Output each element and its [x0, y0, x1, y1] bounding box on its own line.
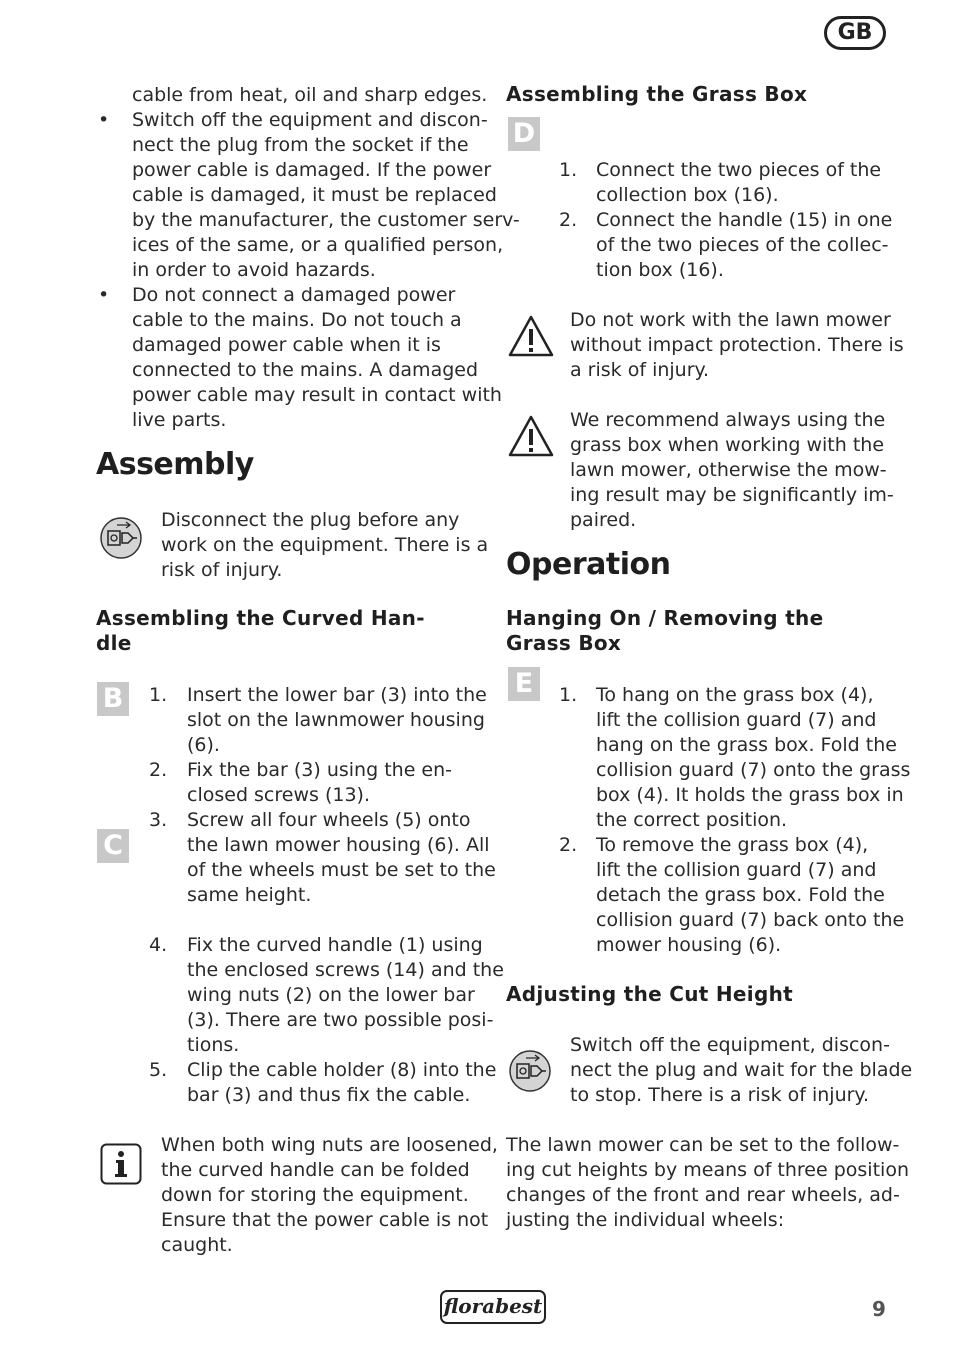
text-line: lawn mower, otherwise the mow- — [570, 459, 887, 481]
step-number: 3. — [149, 809, 168, 831]
operation-heading: Operation — [506, 547, 671, 582]
text-line: To remove the grass box (4), — [596, 834, 869, 856]
warning-icon — [507, 314, 555, 358]
text-line: Connect the handle (15) in one — [596, 209, 893, 231]
text-line: Clip the cable holder (8) into the — [187, 1059, 497, 1081]
text-line: (3). There are two possible posi- — [187, 1009, 494, 1031]
text-line: the curved handle can be folded — [161, 1159, 470, 1181]
text-line: without impact protection. There is — [570, 334, 904, 356]
text-line: the lawn mower housing (6). All — [187, 834, 490, 856]
heading-line: Hanging On / Removing the — [506, 606, 824, 630]
step-number: 4. — [149, 934, 168, 956]
text-line: changes of the front and rear wheels, ad- — [506, 1184, 900, 1206]
warning-icon — [507, 414, 555, 458]
text-line: Ensure that the power cable is not — [161, 1209, 489, 1231]
text-line: Fix the curved handle (1) using — [187, 934, 483, 956]
text-line: same height. — [187, 884, 312, 906]
text-line: nect the plug and wait for the blade — [570, 1059, 913, 1081]
text-line: closed screws (13). — [187, 784, 370, 806]
text-line: Screw all four wheels (5) onto — [187, 809, 471, 831]
text-line: Connect the two pieces of the — [596, 159, 882, 181]
text-line: Insert the lower bar (3) into the — [187, 684, 487, 706]
step-number: 2. — [559, 209, 578, 231]
text-line: power cable may result in contact with — [132, 384, 502, 406]
text-line: of the wheels must be set to the — [187, 859, 496, 881]
grass-box-heading: Assembling the Grass Box — [506, 82, 808, 106]
unplug-icon — [508, 1049, 552, 1093]
text-line: cable from heat, oil and sharp edges. — [132, 84, 488, 106]
text-line: collection box (16). — [596, 184, 779, 206]
text-line: ing result may be significantly im- — [570, 484, 894, 506]
page-number: 9 — [872, 1297, 886, 1321]
step-number: 2. — [559, 834, 578, 856]
text-line: bar (3) and thus fix the cable. — [187, 1084, 471, 1106]
text-line: risk of injury. — [161, 559, 283, 581]
text-line: grass box when working with the — [570, 434, 885, 456]
text-line: work on the equipment. There is a — [161, 534, 489, 556]
brand-logo: florabest — [440, 1290, 546, 1324]
text-line: Do not work with the lawn mower — [570, 309, 891, 331]
text-line: damaged power cable when it is — [132, 334, 441, 356]
text-line: cable is damaged, it must be replaced — [132, 184, 497, 206]
text-line: To hang on the grass box (4), — [596, 684, 874, 706]
text-line: detach the grass box. Fold the — [596, 884, 885, 906]
text-line: ing cut heights by means of three position — [506, 1159, 909, 1181]
heading-line: Assembling the Curved Han- — [96, 606, 425, 630]
text-line: ices of the same, or a qualified person, — [132, 234, 504, 256]
figure-label-b: B — [97, 682, 129, 716]
text-line: justing the individual wheels: — [506, 1209, 785, 1231]
step-number: 1. — [559, 684, 578, 706]
text-line: by the manufacturer, the customer serv- — [132, 209, 520, 231]
text-line: hang on the grass box. Fold the — [596, 734, 897, 756]
unplug-icon — [99, 516, 143, 560]
text-line: collision guard (7) back onto the — [596, 909, 905, 931]
step-number: 5. — [149, 1059, 168, 1081]
text-line: When both wing nuts are loosened, — [161, 1134, 498, 1156]
text-line: We recommend always using the — [570, 409, 886, 431]
text-line: box (4). It holds the grass box in — [596, 784, 904, 806]
text-line: caught. — [161, 1234, 233, 1256]
text-line: the correct position. — [596, 809, 788, 831]
text-line: Disconnect the plug before any — [161, 509, 460, 531]
text-line: Fix the bar (3) using the en- — [187, 759, 453, 781]
text-line: cable to the mains. Do not touch a — [132, 309, 462, 331]
text-line: paired. — [570, 509, 637, 531]
text-line: in order to avoid hazards. — [132, 259, 376, 281]
text-line: tions. — [187, 1034, 240, 1056]
language-badge: GB — [824, 16, 886, 50]
text-line: lift the collision guard (7) and — [596, 859, 877, 881]
text-line: connected to the mains. A damaged — [132, 359, 479, 381]
figure-label-e: E — [508, 667, 540, 701]
heading-line: dle — [96, 631, 132, 655]
step-number: 1. — [149, 684, 168, 706]
assembly-heading: Assembly — [96, 447, 254, 482]
text-line: collision guard (7) onto the grass — [596, 759, 911, 781]
heading-line: Grass Box — [506, 631, 622, 655]
figure-label-d: D — [508, 117, 540, 151]
figure-label-c: C — [97, 829, 129, 863]
text-line: tion box (16). — [596, 259, 724, 281]
text-line: to stop. There is a risk of injury. — [570, 1084, 869, 1106]
text-line: mower housing (6). — [596, 934, 782, 956]
text-line: wing nuts (2) on the lower bar — [187, 984, 475, 1006]
text-line: nect the plug from the socket if the — [132, 134, 469, 156]
step-number: 2. — [149, 759, 168, 781]
text-line: (6). — [187, 734, 220, 756]
text-line: down for storing the equipment. — [161, 1184, 469, 1206]
text-line: Switch off the equipment and discon- — [132, 109, 488, 131]
cut-height-heading: Adjusting the Cut Height — [506, 982, 793, 1006]
step-number: 1. — [559, 159, 578, 181]
bullet-marker: • — [98, 109, 110, 131]
text-line: slot on the lawnmower housing — [187, 709, 485, 731]
text-line: power cable is damaged. If the power — [132, 159, 492, 181]
text-line: Switch off the equipment, discon- — [570, 1034, 890, 1056]
text-line: Do not connect a damaged power — [132, 284, 456, 306]
text-line: lift the collision guard (7) and — [596, 709, 877, 731]
info-icon — [100, 1143, 142, 1185]
text-line: the enclosed screws (14) and the — [187, 959, 504, 981]
text-line: a risk of injury. — [570, 359, 710, 381]
text-line: live parts. — [132, 409, 227, 431]
text-line: of the two pieces of the collec- — [596, 234, 889, 256]
bullet-marker: • — [98, 284, 110, 306]
text-line: The lawn mower can be set to the follow- — [506, 1134, 900, 1156]
